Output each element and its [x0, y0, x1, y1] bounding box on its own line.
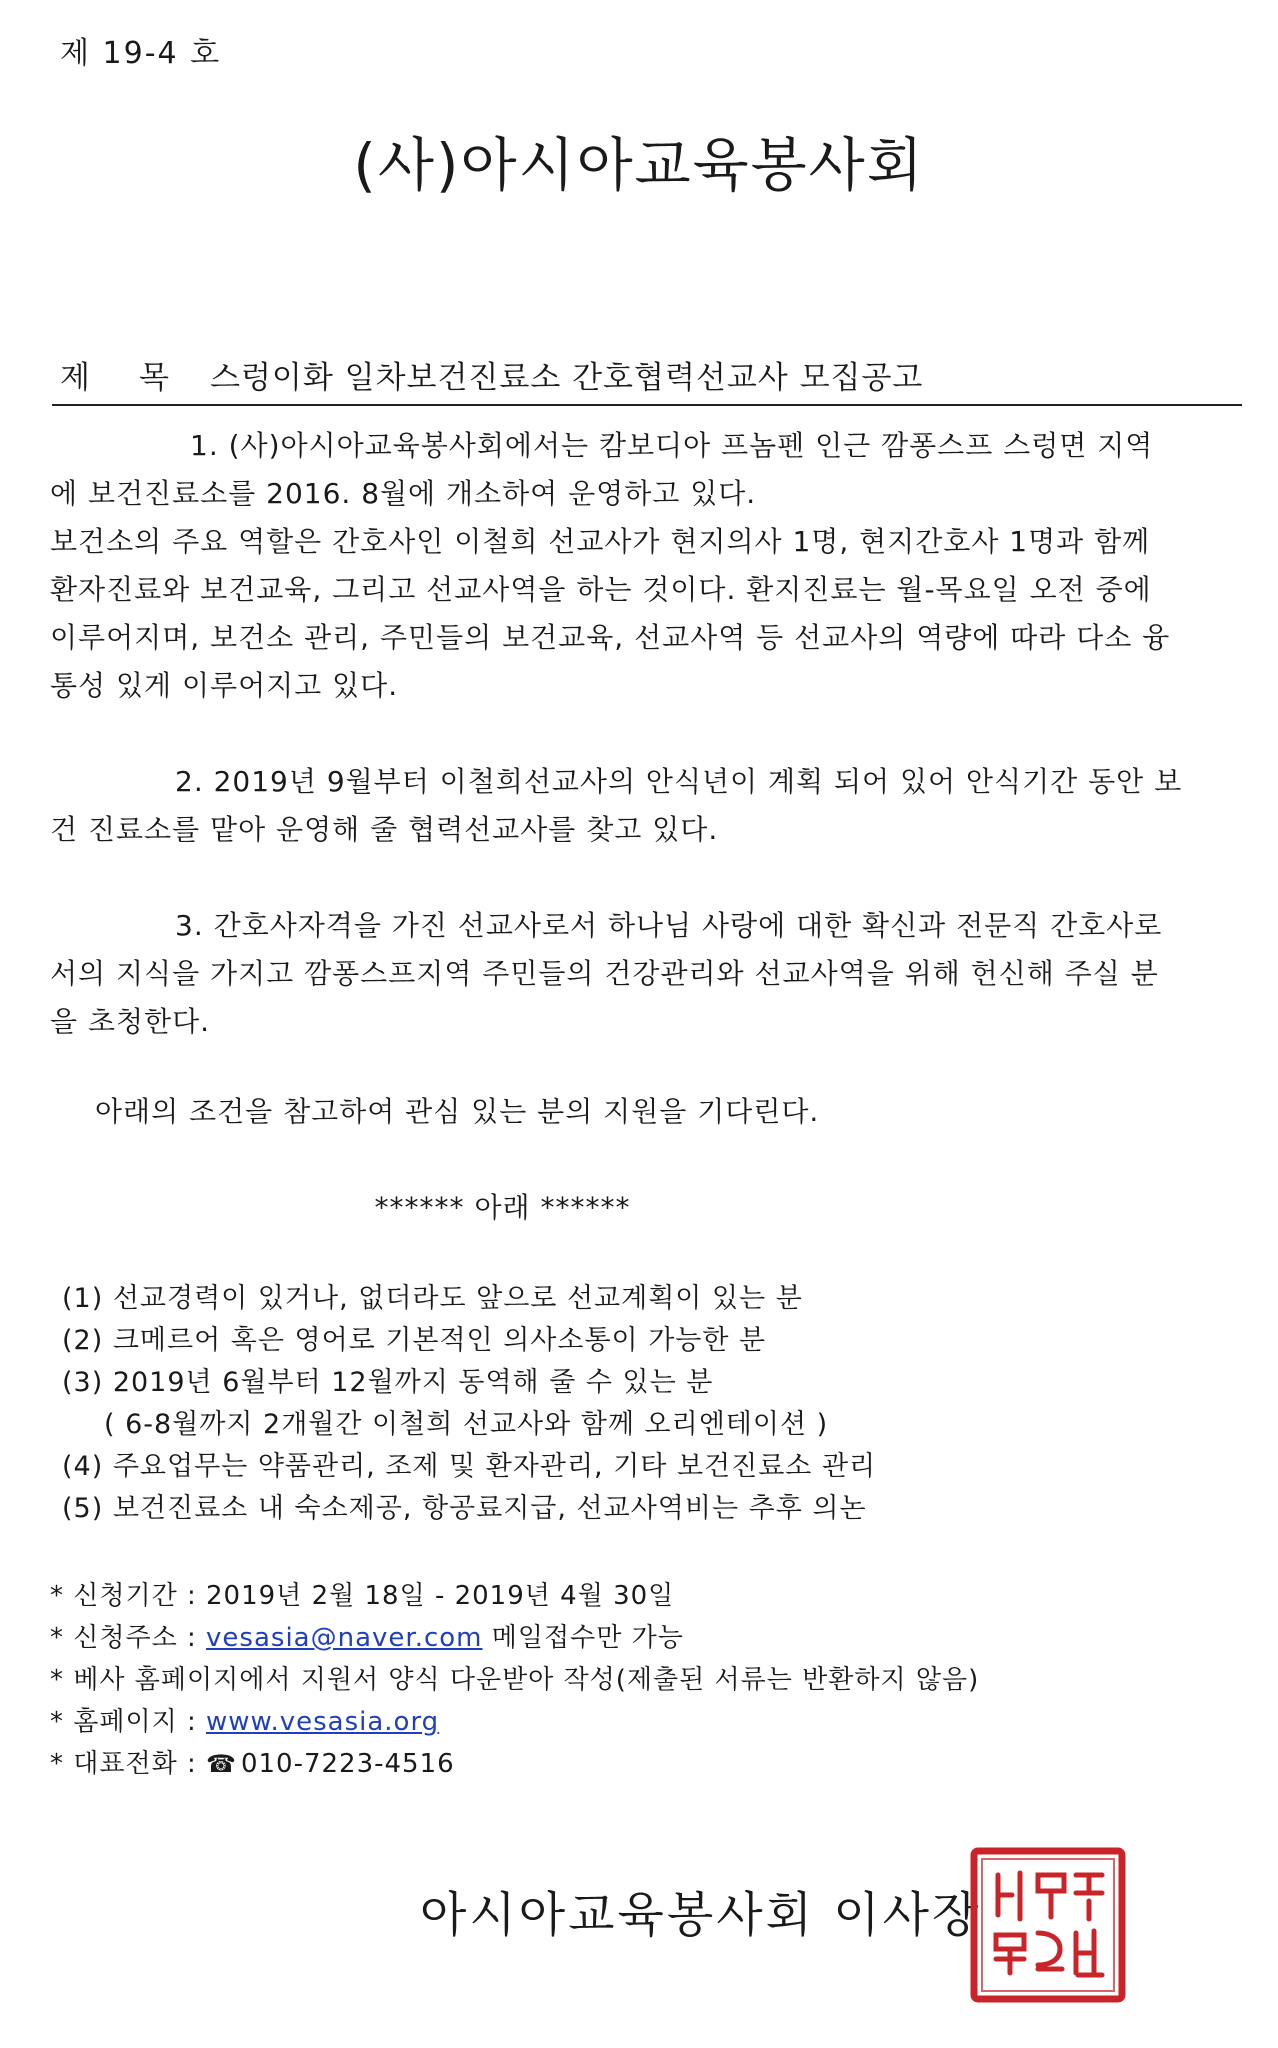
paragraph-1	[50, 422, 1225, 710]
condition-subnote: ( 6-8월까지 2개월간 이철희 선교사와 함께 오리엔테이션 )	[104, 1409, 829, 1440]
condition-item: (2) 크메르어 혹은 영어로 기본적인 의사소통이 가능한 분	[62, 1325, 767, 1356]
paragraph-line: 서의 지식을 가지고 깜퐁스프지역 주민들의 건강관리와 선교사역을 위해 헌신해 주실 분	[50, 957, 1159, 990]
paragraph-line: 이루어지며, 보건소 관리, 주민들의 보건교육, 선교사역 등 선교사의 역량에 따라 다소 융	[50, 621, 1171, 654]
note-phone-label: * 대표전화 :	[50, 1749, 207, 1779]
note-address	[50, 1617, 979, 1659]
note-homepage-label: * 홈페이지 :	[50, 1707, 207, 1737]
note-homepage	[50, 1701, 979, 1743]
condition-item: (3) 2019년 6월부터 12월까지 동역해 줄 수 있는 분	[62, 1367, 714, 1398]
paragraph-line: 을 초청한다.	[50, 1005, 211, 1038]
paragraph-line: 3. 간호사자격을 가진 선교사로서 하나님 사랑에 대한 확신과 전문직 간호사로	[175, 909, 1163, 942]
subject-label	[60, 352, 210, 397]
paragraph-2	[50, 758, 1225, 854]
condition-item: (5) 보건진료소 내 숙소제공, 항공료지급, 선교사역비는 추후 의논	[62, 1493, 867, 1524]
homepage-link[interactable]: www.vesasia.org	[206, 1707, 440, 1737]
condition-item: (4) 주요업무는 약품관리, 조제 및 환자관리, 기타 보건진료소 관리	[62, 1451, 877, 1482]
organization-title: (사)아시아교육봉사회	[353, 131, 925, 199]
paragraph-line: 2. 2019년 9월부터 이철희선교사의 안식년이 계획 되어 있어 안식기간 동안 보	[175, 765, 1183, 798]
note-address-suffix: 메일접수만 가능	[482, 1623, 684, 1653]
condition-item: (1) 선교경력이 있거나, 없더라도 앞으로 선교계획이 있는 분	[62, 1283, 803, 1314]
paragraph-line: 1. (사)아시아교육봉사회에서는 캄보디아 프놈펜 인근 깜퐁스프 스렁면 지역	[190, 429, 1154, 462]
paragraph-line: 건 진료소를 맡아 운영해 줄 협력선교사를 찾고 있다.	[50, 813, 719, 846]
application-notes	[50, 1575, 979, 1785]
conditions-list	[62, 1278, 876, 1530]
paragraph-line: 보건소의 주요 역할은 간호사인 이철희 선교사가 현지의사 1명, 현지간호사 1명과 함께	[50, 525, 1151, 558]
paragraph-3	[50, 902, 1225, 1046]
email-link[interactable]: vesasia@naver.com	[206, 1623, 483, 1653]
paragraph-line: 통성 있게 이루어지고 있다.	[50, 669, 399, 702]
phone-number: 010-7223-4516	[240, 1749, 455, 1779]
note-address-label: * 신청주소 :	[50, 1623, 207, 1653]
note-download: * 베사 홈페이지에서 지원서 양식 다운받아 작성(제출된 서류는 반환하지 않음)	[50, 1665, 980, 1695]
paragraph-line: 환자진료와 보건교육, 그리고 선교사역을 하는 것이다. 환지진료는 월-목요일 오전 중에	[50, 573, 1152, 606]
note-period: * 신청기간 : 2019년 2월 18일 - 2019년 4월 30일	[50, 1581, 675, 1611]
section-heading: ****** 아래 ******	[374, 1191, 631, 1224]
closing-sentence: 아래의 조건을 참고하여 관심 있는 분의 지원을 기다린다.	[95, 1095, 820, 1128]
subject-row	[60, 352, 923, 397]
document-number: 제 19-4 호	[60, 36, 222, 71]
paragraph-line: 에 보건진료소를 2016. 8월에 개소하여 운영하고 있다.	[50, 477, 757, 510]
seal-stamp-icon	[968, 1845, 1128, 2005]
subject-label-b: 목	[138, 360, 170, 396]
phone-icon: ☎	[206, 1750, 237, 1778]
subject-label-a: 제	[60, 360, 91, 396]
note-phone	[50, 1743, 979, 1785]
signature-line: 아시아교육봉사회 이사장	[420, 1887, 982, 1943]
subject-text: 스렁이화 일차보건진료소 간호협력선교사 모집공고	[210, 360, 924, 396]
subject-divider	[52, 404, 1242, 406]
